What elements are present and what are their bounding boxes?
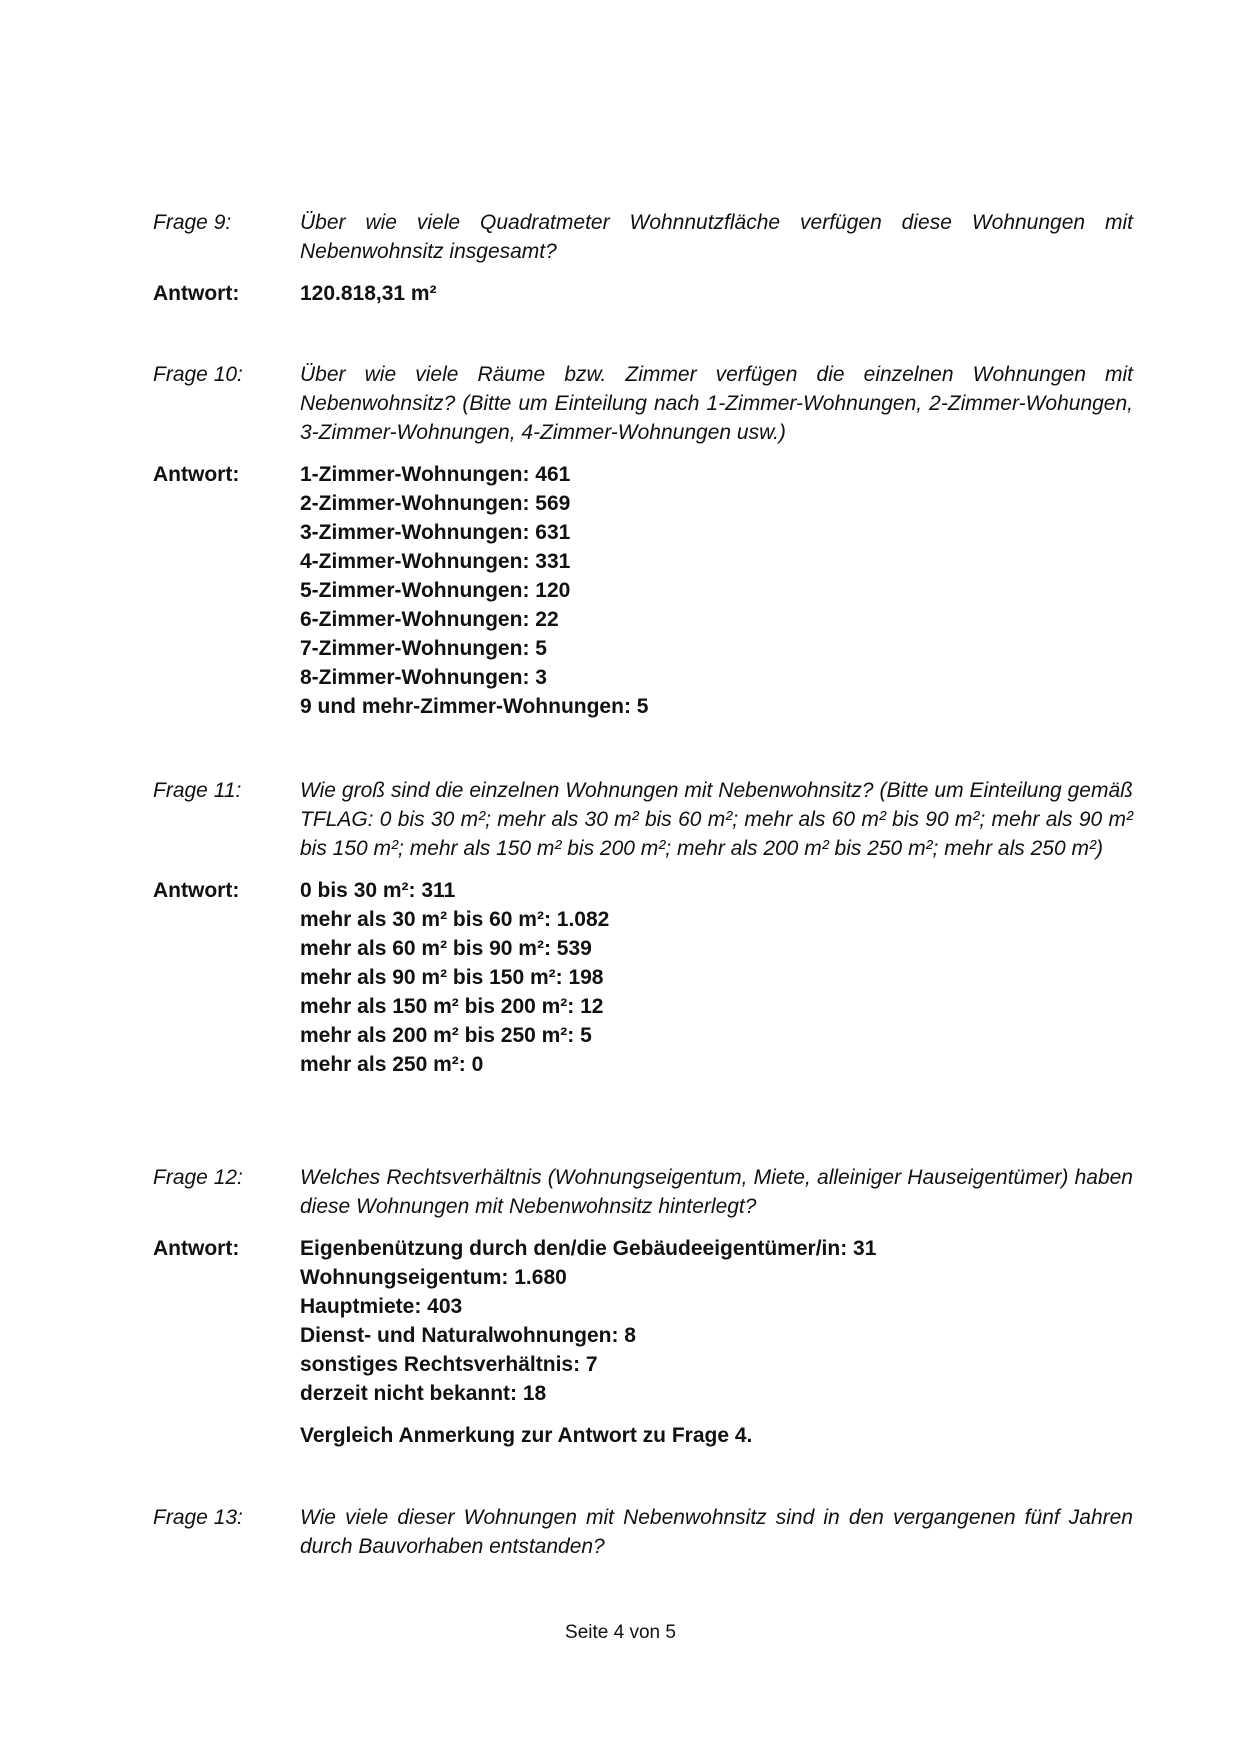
answer-12 bbox=[153, 1234, 1133, 1450]
answer-label: Antwort: bbox=[153, 879, 240, 902]
answer-line: Dienst- und Naturalwohnungen: 8 bbox=[300, 1324, 636, 1347]
answer-line: sonstiges Rechtsverhältnis: 7 bbox=[300, 1353, 598, 1376]
answer-line: 9 und mehr-Zimmer-Wohnungen: 5 bbox=[300, 695, 649, 718]
question-10-block bbox=[153, 360, 1133, 721]
question-text: Über wie viele Quadratmeter Wohnnutzfläche verfügen diese Wohnungen mit Nebenwohnsitz insgesamt? bbox=[300, 211, 1133, 263]
question-label: Frage 9: bbox=[153, 211, 232, 234]
answer-line: Eigenbenützung durch den/die Gebäudeeigentümer/in: 31 bbox=[300, 1237, 877, 1260]
answer-line: mehr als 60 m² bis 90 m²: 539 bbox=[300, 937, 592, 960]
answer-line: 1-Zimmer-Wohnungen: 461 bbox=[300, 463, 571, 486]
answer-label: Antwort: bbox=[153, 463, 240, 486]
answer-line: derzeit nicht bekannt: 18 bbox=[300, 1382, 547, 1405]
question-text: Wie groß sind die einzelnen Wohnungen mit Nebenwohnsitz? (Bitte um Einteilung gemäß TFLAG: 0 bis 30 m²; mehr als 30 m² bis 60 m²; mehr als 60 m² bis 90 m²; mehr als 90 m² bis 150 m²; mehr als 150 m² bis 200 m²; mehr als 200 m² bis 250 m²; mehr als 250 m²) bbox=[300, 779, 1133, 860]
answer-9 bbox=[153, 279, 1133, 308]
answer-line: 3-Zimmer-Wohnungen: 631 bbox=[300, 521, 571, 544]
question-9 bbox=[153, 208, 1133, 266]
answer-lines bbox=[300, 876, 1133, 1079]
question-text: Wie viele dieser Wohnungen mit Nebenwohnsitz sind in den vergangenen fünf Jahren durch Bauvorhaben entstanden? bbox=[300, 1506, 1133, 1558]
question-11-block bbox=[153, 776, 1133, 1079]
answer-lines bbox=[300, 279, 1133, 308]
question-13-block bbox=[153, 1503, 1133, 1561]
question-label: Frage 12: bbox=[153, 1166, 243, 1189]
answer-line: 5-Zimmer-Wohnungen: 120 bbox=[300, 579, 571, 602]
answer-line: 8-Zimmer-Wohnungen: 3 bbox=[300, 666, 547, 689]
answer-lines bbox=[300, 1234, 1133, 1408]
answer-line: mehr als 30 m² bis 60 m²: 1.082 bbox=[300, 908, 610, 931]
answer-line: 6-Zimmer-Wohnungen: 22 bbox=[300, 608, 559, 631]
question-9-block bbox=[153, 208, 1133, 308]
question-text: Über wie viele Räume bzw. Zimmer verfügen die einzelnen Wohnungen mit Nebenwohnsitz? (Bitte um Einteilung nach 1-Zimmer-Wohnungen, 2-Zimmer-Wohungen, 3-Zimmer-Wohnungen, 4-Zimmer-Wohnungen usw.) bbox=[300, 363, 1133, 444]
answer-11 bbox=[153, 876, 1133, 1079]
question-13 bbox=[153, 1503, 1133, 1561]
question-text: Welches Rechtsverhältnis (Wohnungseigentum, Miete, alleiniger Hauseigentümer) haben diese Wohnungen mit Nebenwohnsitz hinterlegt? bbox=[300, 1166, 1133, 1218]
question-label: Frage 13: bbox=[153, 1506, 243, 1529]
answer-lines bbox=[300, 460, 1133, 721]
answer-label: Antwort: bbox=[153, 282, 240, 305]
answer-line: 2-Zimmer-Wohnungen: 569 bbox=[300, 492, 571, 515]
answer-label: Antwort: bbox=[153, 1237, 240, 1260]
answer-line: Wohnungseigentum: 1.680 bbox=[300, 1266, 567, 1289]
page-number: Seite 4 von 5 bbox=[565, 1622, 676, 1643]
question-10 bbox=[153, 360, 1133, 447]
answer-10 bbox=[153, 460, 1133, 721]
answer-line: Hauptmiete: 403 bbox=[300, 1295, 463, 1318]
question-12-block bbox=[153, 1163, 1133, 1450]
answer-line: 4-Zimmer-Wohnungen: 331 bbox=[300, 550, 571, 573]
answer-note: Vergleich Anmerkung zur Antwort zu Frage 4. bbox=[300, 1424, 753, 1447]
answer-line: 120.818,31 m² bbox=[300, 282, 437, 305]
answer-line: mehr als 200 m² bis 250 m²: 5 bbox=[300, 1024, 592, 1047]
question-12 bbox=[153, 1163, 1133, 1221]
question-11 bbox=[153, 776, 1133, 863]
answer-line: mehr als 150 m² bis 200 m²: 12 bbox=[300, 995, 604, 1018]
question-label: Frage 11: bbox=[153, 779, 242, 802]
answer-line: 0 bis 30 m²: 311 bbox=[300, 879, 456, 902]
question-label: Frage 10: bbox=[153, 363, 243, 386]
answer-line: mehr als 90 m² bis 150 m²: 198 bbox=[300, 966, 604, 989]
answer-content bbox=[300, 1234, 1133, 1450]
answer-line: mehr als 250 m²: 0 bbox=[300, 1053, 484, 1076]
answer-line: 7-Zimmer-Wohnungen: 5 bbox=[300, 637, 547, 660]
